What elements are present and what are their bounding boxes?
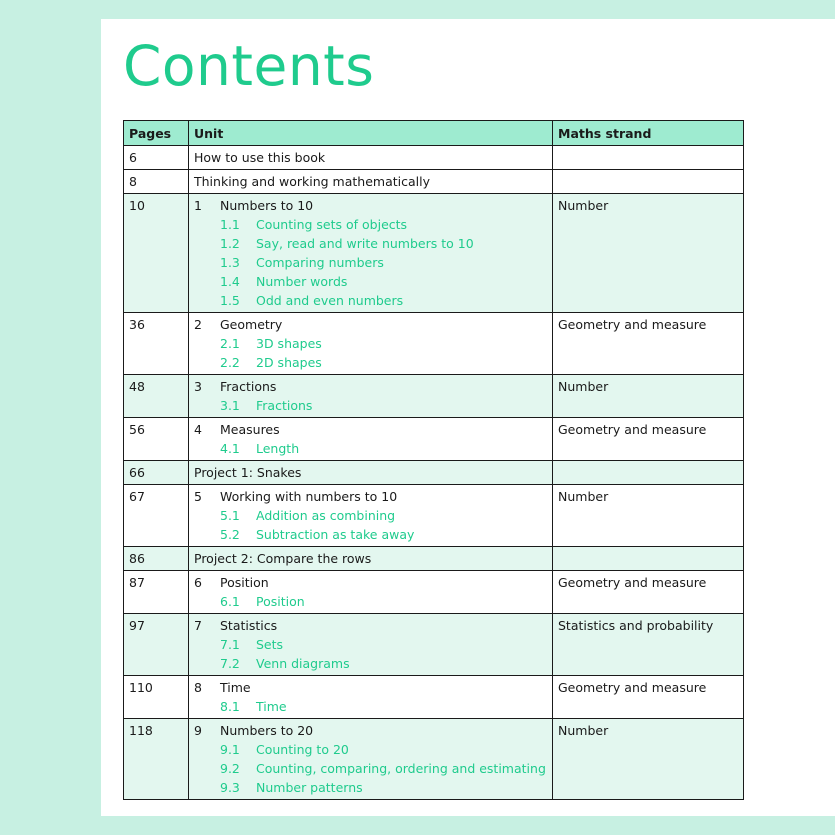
subsection-label: Comparing numbers	[256, 255, 384, 270]
unit-title: Numbers to 10	[220, 198, 314, 213]
subsection-number: 2.1	[220, 336, 240, 351]
unit-cell	[189, 614, 553, 676]
subsection-label: Length	[256, 441, 300, 456]
page-number-cell: 8	[124, 170, 189, 194]
table-row	[124, 461, 744, 485]
page-number-cell: 6	[124, 146, 189, 170]
subsection-number: 9.2	[220, 761, 240, 776]
unit-number: 2	[194, 317, 202, 332]
unit-cell	[189, 375, 553, 418]
subsection-label: Time	[256, 699, 287, 714]
subsection-number: 1.3	[220, 255, 240, 270]
unit-heading	[194, 678, 547, 697]
table-row	[124, 418, 744, 461]
subsection-label: Number words	[256, 274, 348, 289]
unit-heading	[194, 573, 547, 592]
subsection-number: 9.1	[220, 742, 240, 757]
unit-heading	[194, 315, 547, 334]
unit-heading	[194, 487, 547, 506]
table-row	[124, 485, 744, 547]
unit-number: 1	[194, 198, 202, 213]
subsection-label: 2D shapes	[256, 355, 322, 370]
subsection-item	[194, 439, 547, 458]
unit-text: Project 2: Compare the rows	[194, 551, 372, 566]
table-row	[124, 146, 744, 170]
subsection-label: Fractions	[256, 398, 313, 413]
table-row	[124, 313, 744, 375]
subsection-item	[194, 272, 547, 291]
subsection-number: 8.1	[220, 699, 240, 714]
unit-heading	[194, 420, 547, 439]
subsection-number: 3.1	[220, 398, 240, 413]
maths-strand-cell: Number	[553, 485, 744, 547]
subsection-number: 1.1	[220, 217, 240, 232]
unit-title: Position	[220, 575, 269, 590]
subsection-label: Position	[256, 594, 305, 609]
subsection-label: Counting to 20	[256, 742, 349, 757]
subsection-label: Venn diagrams	[256, 656, 350, 671]
table-row	[124, 614, 744, 676]
unit-number: 3	[194, 379, 202, 394]
subsection-item	[194, 654, 547, 673]
subsection-number: 1.5	[220, 293, 240, 308]
maths-strand-cell: Number	[553, 719, 744, 800]
subsection-number: 7.1	[220, 637, 240, 652]
page-number-cell: 86	[124, 547, 189, 571]
subsection-label: Odd and even numbers	[256, 293, 404, 308]
unit-cell	[189, 461, 553, 485]
unit-title: Fractions	[220, 379, 277, 394]
subsection-item	[194, 396, 547, 415]
unit-number: 8	[194, 680, 202, 695]
table-header-row	[124, 121, 744, 146]
maths-strand-cell: Statistics and probability	[553, 614, 744, 676]
subsection-label: Sets	[256, 637, 284, 652]
subsection-item	[194, 215, 547, 234]
page-number-cell: 66	[124, 461, 189, 485]
header-unit: Unit	[189, 121, 553, 146]
unit-cell	[189, 485, 553, 547]
page-number-cell: 67	[124, 485, 189, 547]
subsection-item	[194, 234, 547, 253]
subsection-label: 3D shapes	[256, 336, 322, 351]
unit-cell	[189, 719, 553, 800]
page-number-cell: 118	[124, 719, 189, 800]
maths-strand-cell	[553, 146, 744, 170]
subsection-item	[194, 635, 547, 654]
subsection-number: 7.2	[220, 656, 240, 671]
subsection-label: Counting, comparing, ordering and estimating	[256, 761, 546, 776]
subsection-number: 1.4	[220, 274, 240, 289]
unit-text: How to use this book	[194, 150, 326, 165]
unit-title: Geometry	[220, 317, 283, 332]
page-number-cell: 56	[124, 418, 189, 461]
subsection-number: 5.1	[220, 508, 240, 523]
unit-title: Statistics	[220, 618, 278, 633]
page-number-cell: 10	[124, 194, 189, 313]
subsection-item	[194, 334, 547, 353]
subsection-label: Say, read and write numbers to 10	[256, 236, 474, 251]
unit-heading	[194, 196, 547, 215]
subsection-item	[194, 291, 547, 310]
maths-strand-cell: Number	[553, 375, 744, 418]
subsection-number: 9.3	[220, 780, 240, 795]
unit-cell	[189, 547, 553, 571]
table-row	[124, 571, 744, 614]
subsection-label: Counting sets of objects	[256, 217, 408, 232]
subsection-number: 4.1	[220, 441, 240, 456]
maths-strand-cell: Geometry and measure	[553, 313, 744, 375]
subsection-number: 5.2	[220, 527, 240, 542]
page-title: Contents	[123, 34, 375, 98]
subsection-item	[194, 353, 547, 372]
maths-strand-cell	[553, 170, 744, 194]
unit-heading	[194, 721, 547, 740]
subsection-label: Addition as combining	[256, 508, 396, 523]
contents-page	[101, 19, 835, 816]
table-row	[124, 194, 744, 313]
unit-number: 4	[194, 422, 202, 437]
unit-number: 7	[194, 618, 202, 633]
unit-number: 9	[194, 723, 202, 738]
subsection-number: 6.1	[220, 594, 240, 609]
unit-cell	[189, 313, 553, 375]
unit-text: Project 1: Snakes	[194, 465, 302, 480]
subsection-label: Subtraction as take away	[256, 527, 415, 542]
subsection-item	[194, 740, 547, 759]
table-body	[124, 146, 744, 800]
page-number-cell: 110	[124, 676, 189, 719]
page-number-cell: 36	[124, 313, 189, 375]
subsection-item	[194, 697, 547, 716]
subsection-number: 1.2	[220, 236, 240, 251]
header-pages: Pages	[124, 121, 189, 146]
page-number-cell: 97	[124, 614, 189, 676]
header-maths-strand: Maths strand	[553, 121, 744, 146]
maths-strand-cell	[553, 461, 744, 485]
table-row	[124, 170, 744, 194]
unit-number: 6	[194, 575, 202, 590]
unit-cell	[189, 170, 553, 194]
subsection-label: Number patterns	[256, 780, 363, 795]
contents-table	[123, 120, 744, 800]
table-row	[124, 719, 744, 800]
unit-cell	[189, 418, 553, 461]
unit-heading	[194, 616, 547, 635]
page-number-cell: 87	[124, 571, 189, 614]
subsection-item	[194, 592, 547, 611]
table-row	[124, 547, 744, 571]
maths-strand-cell: Geometry and measure	[553, 676, 744, 719]
maths-strand-cell: Geometry and measure	[553, 418, 744, 461]
unit-title: Measures	[220, 422, 280, 437]
unit-title: Numbers to 20	[220, 723, 314, 738]
subsection-item	[194, 759, 547, 778]
table-row	[124, 676, 744, 719]
unit-number: 5	[194, 489, 202, 504]
unit-cell	[189, 146, 553, 170]
subsection-item	[194, 506, 547, 525]
subsection-item	[194, 778, 547, 797]
subsection-item	[194, 525, 547, 544]
maths-strand-cell: Number	[553, 194, 744, 313]
unit-text: Thinking and working mathematically	[194, 174, 430, 189]
table-row	[124, 375, 744, 418]
unit-title: Working with numbers to 10	[220, 489, 398, 504]
unit-cell	[189, 194, 553, 313]
page-number-cell: 48	[124, 375, 189, 418]
subsection-number: 2.2	[220, 355, 240, 370]
unit-cell	[189, 676, 553, 719]
unit-heading	[194, 377, 547, 396]
maths-strand-cell: Geometry and measure	[553, 571, 744, 614]
unit-title: Time	[220, 680, 251, 695]
subsection-item	[194, 253, 547, 272]
unit-cell	[189, 571, 553, 614]
maths-strand-cell	[553, 547, 744, 571]
